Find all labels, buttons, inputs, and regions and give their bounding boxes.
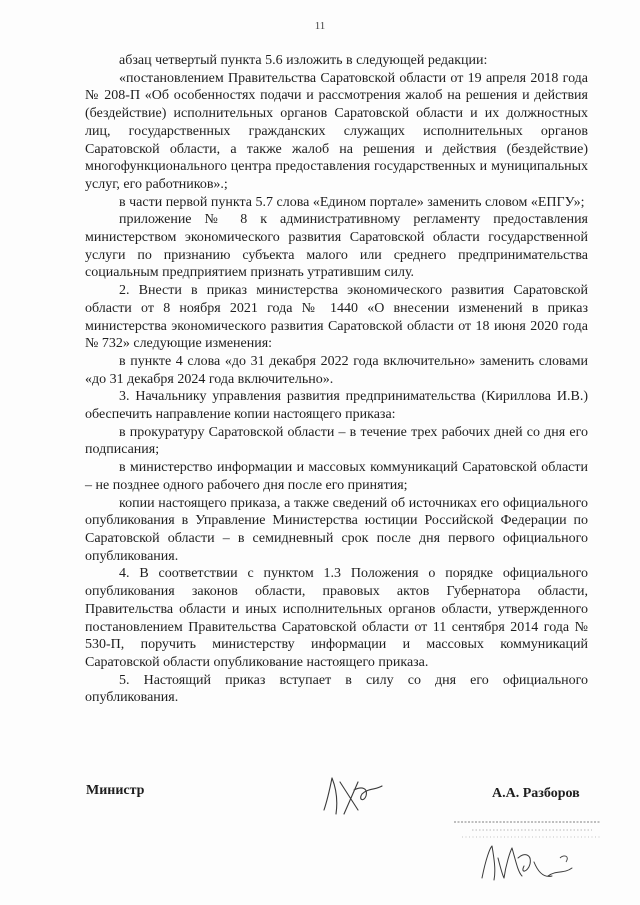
- paragraph-9: в министерство информации и массовых коммуникаций Саратовской области – не позднее одного рабочего дня после его принятия;: [85, 460, 588, 493]
- paragraph-5: 2. Внести в приказ министерства экономического развития Саратовской области от 8 ноября 2021 года № 1440 «О внесении изменений в приказ министерства экономического развития Саратовской области от 18 июня 2020 года № 732» следующие изменения:: [85, 283, 588, 352]
- paragraph-1: абзац четвертый пункта 5.6 изложить в следующей редакции:: [119, 53, 488, 68]
- paragraph-11: 4. В соответствии с пунктом 1.3 Положения о порядке официального опубликования законов области, правовых актов Губернатора области, Правительства области и иных исполнительных органов области, утвержденного постановлением Правительства Саратовской области от 11 сентября 2014 года № 530-П, поручить министерству информации и массовых коммуникаций Саратовской области опубликование настоящего приказа.: [85, 566, 588, 670]
- signatory-name: А.А. Разборов: [492, 786, 580, 801]
- paragraph-12: 5. Настоящий приказ вступает в силу со дня его официального опубликования.: [85, 672, 588, 706]
- paragraph-4: приложение № 8 к административному регламенту предоставления министерством экономического развития Саратовской области государственной услуги по признанию субъекта малого или среднего предпринимательства социальным предприятием признать утратившим силу.: [85, 212, 588, 281]
- paragraph-10: копии настоящего приказа, а также сведений об источниках его официального опубликования в Управление Министерства юстиции Российской Федерации по Саратовской области – в семидневный срок после дня первого официального опубликования.: [85, 495, 588, 564]
- document-body: [85, 52, 588, 707]
- handwritten-signature: [318, 770, 388, 822]
- paragraph-2: «постановлением Правительства Саратовской области от 19 апреля 2018 года № 208-П «Об особенностях подачи и рассмотрения жалоб на решения и действия (бездействие) исполнительных органов Саратовской области и их должностных лиц, государственных гражданских служащих исполнительных органов Саратовской области, а также жалоб на решения и действия (бездействие) многофункционального центра предоставления государственных и муниципальных услуг, его работников».;: [85, 70, 588, 192]
- paragraph-6: в пункте 4 слова «до 31 декабря 2022 года включительно» заменить словами «до 31 декабря 2024 года включительно».: [85, 353, 588, 387]
- paragraph-8: в прокуратуру Саратовской области – в течение трех рабочих дней со дня его подписания;: [85, 424, 588, 458]
- paragraph-7: 3. Начальнику управления развития предпринимательства (Кириллова И.В.) обеспечить направление копии настоящего приказа:: [85, 389, 588, 423]
- approval-visa-mark: [452, 818, 602, 890]
- paragraph-3: в части первой пункта 5.7 слова «Едином портале» заменить словом «ЕПГУ»;: [119, 194, 585, 210]
- signatory-title: Министр: [86, 783, 145, 798]
- page-number: 11: [314, 20, 326, 32]
